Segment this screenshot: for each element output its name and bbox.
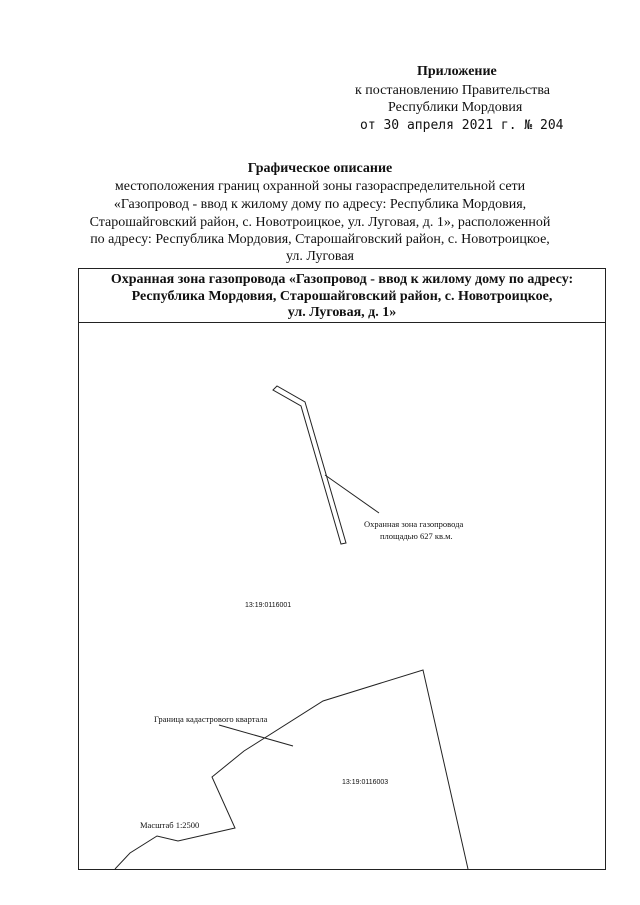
map-frame: [78, 268, 606, 870]
appendix-republic-line: Республики Мордовия: [388, 100, 523, 115]
description-line: местоположения границ охранной зоны газораспределительной сети: [114, 179, 526, 194]
description-line: по адресу: Республика Мордовия, Старошайговский район, с. Новотроицкое,: [90, 232, 550, 247]
boundary-label: Граница кадастрового квартала: [154, 714, 268, 724]
cadastral-quarter-number: 13:19:0116001: [245, 602, 292, 609]
appendix-date-number: от 30 апреля 2021 г. № 204: [360, 118, 564, 133]
frame-header-line: Охранная зона газопровода «Газопровод - ввод к жилому дому по адресу:: [110, 272, 574, 287]
cadastral-quarter-number: 13:19:0116003: [342, 779, 389, 786]
zone-label: Охранная зона газопровода: [364, 519, 464, 529]
appendix-title: Приложение: [417, 64, 497, 79]
zone-area-label: площадью 627 кв.м.: [380, 531, 453, 541]
description-line: «Газопровод - ввод к жилому дому по адресу: Республика Мордовия,: [113, 197, 527, 212]
appendix-resolution-line: к постановлению Правительства: [355, 83, 551, 98]
cadastral-quarter-boundary: [115, 670, 468, 869]
frame-header-line: ул. Луговая, д. 1»: [287, 305, 397, 320]
description-line: ул. Луговая: [286, 249, 354, 264]
description-title: Графическое описание: [247, 161, 393, 176]
protection-zone-strip: [273, 386, 346, 544]
map-scale-label: Масштаб 1:2500: [140, 820, 200, 830]
frame-header-line: Республика Мордовия, Старошайговский район, с. Новотроицкое,: [131, 289, 553, 304]
description-line: Старошайговский район, с. Новотроицкое, ул. Луговая, д. 1», расположенной: [89, 215, 551, 230]
zone-leader-line: [325, 475, 379, 513]
